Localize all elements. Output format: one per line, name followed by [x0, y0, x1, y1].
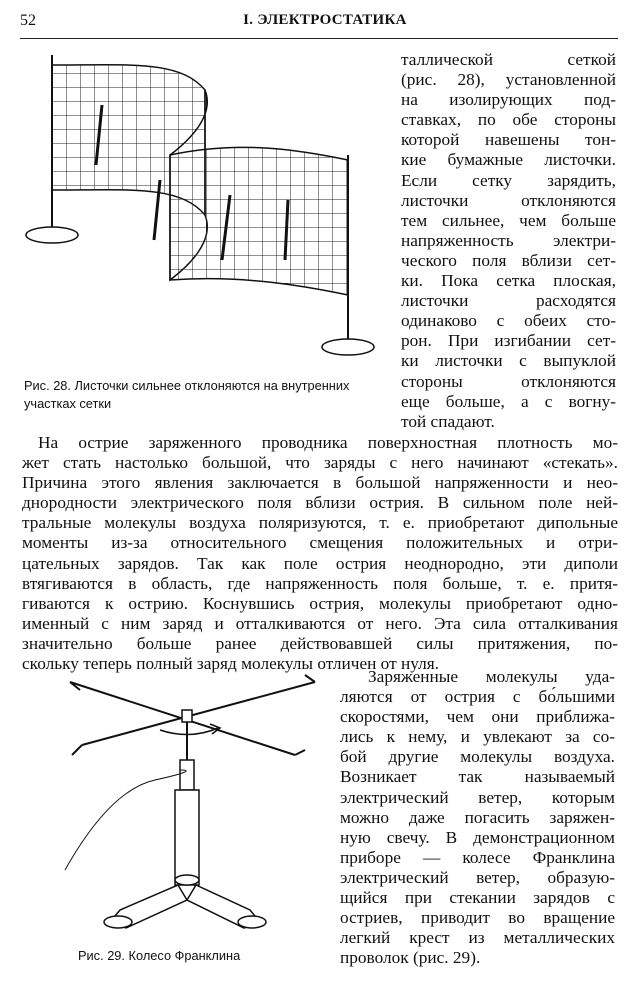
figure-28-illustration: [10, 45, 395, 375]
text-line: листочки отклоняются: [401, 190, 616, 210]
text-line: на изолирующих под-: [401, 90, 616, 110]
text-line: Заряженные молекулы уда-: [368, 667, 615, 686]
text-line: тральные молекулы воздуха поляризуются, т. е. приобретают дипольные: [22, 513, 618, 533]
text-line: которой навешены тон-: [401, 130, 616, 150]
text-line: лись к нему, и увлекают за со-: [340, 727, 615, 747]
text-line: стороны отклоняются: [401, 371, 616, 391]
figure-29-caption: Рис. 29. Колесо Франклина: [78, 948, 241, 963]
text-line: рон. При изгибании сет-: [401, 331, 616, 351]
text-line: Возникает так называемый: [340, 767, 615, 787]
text-line: жет стать настолько большой, что заряды с него начинают «стекать».: [22, 453, 618, 473]
text-line: ную свечу. В демонстрационном: [340, 827, 615, 847]
text-line: ставках, по обе стороны: [401, 110, 616, 130]
figure-28-caption: Рис. 28. Листочки сильнее отклоняются на внутренних участках сетки: [24, 378, 350, 411]
text-line: той спадают.: [401, 411, 495, 431]
text-line: Если сетку зарядить,: [401, 170, 616, 190]
paragraph-main: [22, 433, 618, 674]
text-line: проволок (рис. 29).: [340, 948, 481, 968]
paragraph-right-column-bottom: [340, 667, 615, 968]
text-line: ки. Пока сетка плоская,: [401, 271, 616, 291]
text-line: (рис. 28), установленной: [401, 70, 616, 90]
text-line: моменты из-за относительного смещения положительных и отри-: [22, 533, 618, 553]
text-line: именный с ним заряд и отталкиваются от него. Эта сила отталкивания: [22, 613, 618, 633]
figure-29-illustration: [60, 670, 335, 940]
text-line: электрический ветер, которым: [340, 787, 615, 807]
text-line: одинаково с обеих сто-: [401, 311, 616, 331]
text-line: скольку теперь полный заряд молекулы отличен от нуля.: [22, 654, 439, 674]
text-line: кие бумажные листочки.: [401, 150, 616, 170]
text-line: остриев, приводит во вращение: [340, 908, 615, 928]
text-line: щийся при стекании зарядов с: [340, 888, 615, 908]
text-line: тем сильнее, чем больше: [401, 210, 616, 230]
header-rule: [20, 38, 618, 39]
text-line: Причина этого явления заключается в большой напряженности и нео-: [22, 473, 618, 493]
paragraph-right-column-top: [401, 50, 616, 432]
text-line: можно даже погасить заряжен-: [340, 807, 615, 827]
text-line: ляются от острия с бо́льшими: [340, 687, 615, 707]
text-line: бой другие молекулы воздуха.: [340, 747, 615, 767]
text-line: напряженность электри-: [401, 230, 616, 250]
text-line: еще больше, а с вогну-: [401, 391, 616, 411]
text-line: скоростями, чем они приближа-: [340, 707, 615, 727]
text-line: значительно больше ранее действовавшей силы притяжения, по-: [22, 633, 618, 653]
page-number: 52: [20, 12, 36, 29]
text-line: электрический ветер, образую-: [340, 867, 615, 887]
text-line: листочки расходятся: [401, 291, 616, 311]
text-line: гиваются к острию. Коснувшись острия, молекулы приобретают одно-: [22, 593, 618, 613]
text-line: втягиваются в область, где напряженность поля больше, т. е. притя-: [22, 573, 618, 593]
section-title: I. ЭЛЕКТРОСТАТИКА: [243, 12, 407, 28]
text-line: днородности электрического поля вблизи острия. В сильном поле ней-: [22, 493, 618, 513]
text-line: цательных зарядов. Так как поле острия неоднородно, эти диполи: [22, 553, 618, 573]
text-line: легкий крест из металлических: [340, 928, 615, 948]
text-line: ки листочки с выпуклой: [401, 351, 616, 371]
text-line: ческого поля вблизи сет-: [401, 250, 616, 270]
text-line: приборе — колесе Франклина: [340, 847, 615, 867]
text-line: На острие заряженного проводника поверхностная плотность мо-: [38, 433, 618, 452]
text-line: таллической сеткой: [401, 50, 616, 69]
